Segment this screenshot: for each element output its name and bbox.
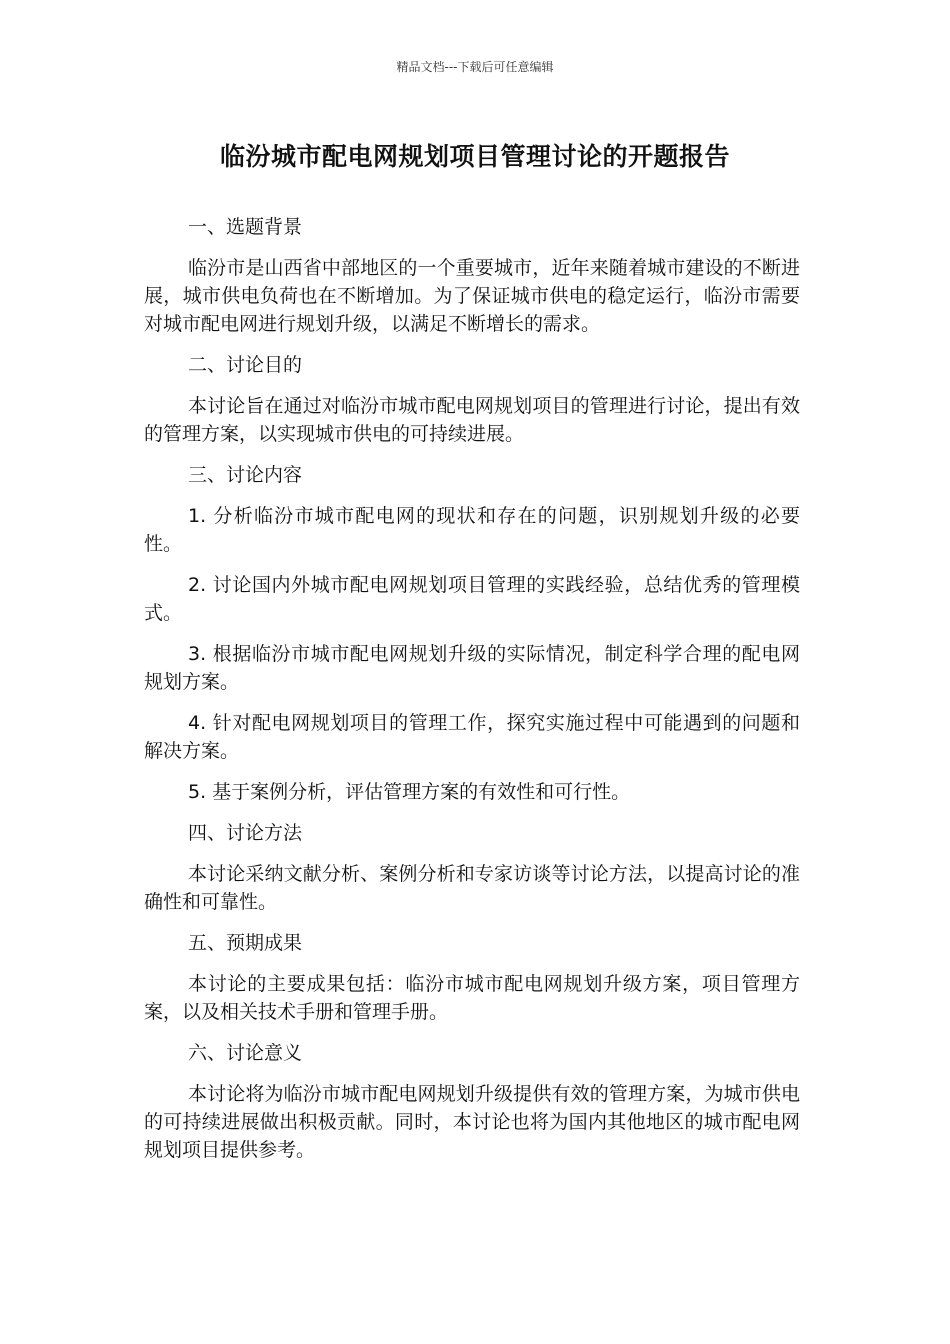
- list-item: 1. 分析临汾市城市配电网的现状和存在的问题，识别规划升级的必要性。: [144, 505, 800, 555]
- section-background: [144, 213, 800, 338]
- paragraph: 本讨论将为临汾市城市配电网规划升级提供有效的管理方案，为城市供电的可持续进展做出积极贡献。同时，本讨论也将为国内其他地区的城市配电网规划项目提供参考。: [144, 1083, 800, 1161]
- list-item: 3. 根据临汾市城市配电网规划升级的实际情况，制定科学合理的配电网规划方案。: [144, 643, 800, 693]
- section-heading: 三、讨论内容: [188, 464, 303, 486]
- section-expected-results: [144, 929, 800, 1026]
- list-item: 4. 针对配电网规划项目的管理工作，探究实施过程中可能遇到的问题和解决方案。: [144, 712, 800, 762]
- section-purpose: [144, 351, 800, 448]
- header-note: 精品文档---下载后可任意编辑: [396, 60, 554, 74]
- section-heading: 五、预期成果: [188, 932, 303, 954]
- section-heading: 六、讨论意义: [188, 1042, 303, 1064]
- paragraph: 本讨论的主要成果包括：临汾市城市配电网规划升级方案，项目管理方案，以及相关技术手册和管理手册。: [144, 973, 800, 1023]
- section-heading: 二、讨论目的: [188, 354, 303, 376]
- section-significance: [144, 1039, 800, 1164]
- paragraph: 本讨论采纳文献分析、案例分析和专家访谈等讨论方法，以提高讨论的准确性和可靠性。: [144, 863, 800, 913]
- list-item: 2. 讨论国内外城市配电网规划项目管理的实践经验，总结优秀的管理模式。: [144, 574, 800, 624]
- section-method: [144, 819, 800, 916]
- section-heading: 一、选题背景: [188, 216, 303, 238]
- list-item: 5. 基于案例分析，评估管理方案的有效性和可行性。: [188, 781, 631, 803]
- section-heading: 四、讨论方法: [188, 822, 303, 844]
- document-body: [144, 213, 800, 1177]
- paragraph: 临汾市是山西省中部地区的一个重要城市，近年来随着城市建设的不断进展，城市供电负荷也在不断增加。为了保证城市供电的稳定运行，临汾市需要对城市配电网进行规划升级，以满足不断增长的需求。: [144, 257, 800, 335]
- section-content: [144, 461, 800, 806]
- paragraph: 本讨论旨在通过对临汾市城市配电网规划项目的管理进行讨论，提出有效的管理方案，以实现城市供电的可持续进展。: [144, 395, 800, 445]
- document-title: 临汾城市配电网规划项目管理讨论的开题报告: [219, 142, 730, 171]
